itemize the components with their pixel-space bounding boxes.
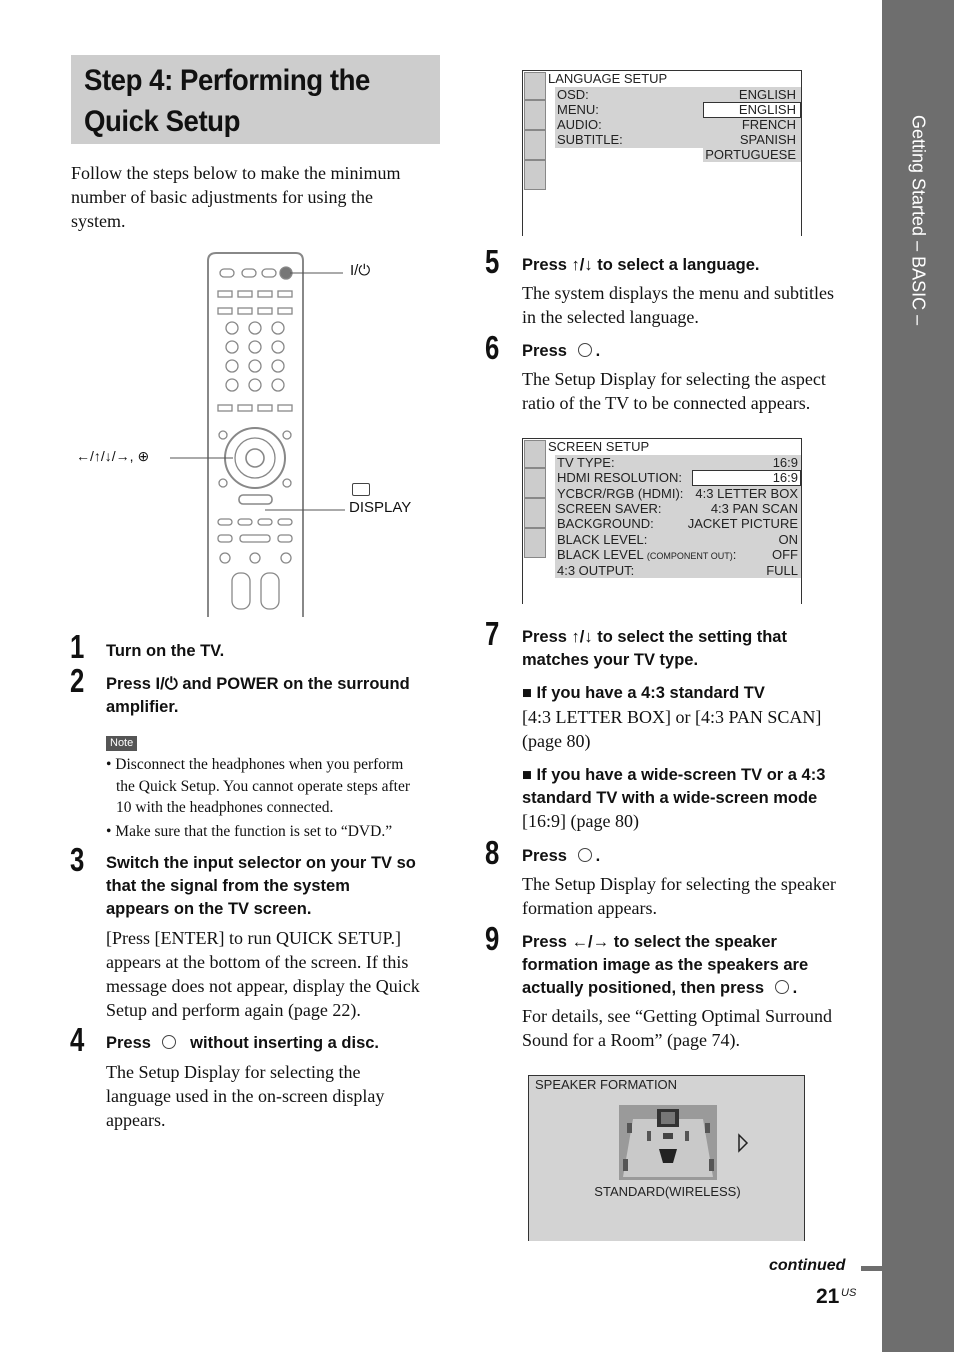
language-setup-icon-column xyxy=(524,72,546,190)
ycbcr-label: YCBCR/RGB (HDMI): xyxy=(557,486,684,501)
black-level-component-label-small: (COMPONENT OUT) xyxy=(646,551,733,561)
step-3-body-line: [Press [ENTER] to run QUICK SETUP.] xyxy=(106,928,401,948)
step-6-body-line: ratio of the TV to be connected appears. xyxy=(522,393,811,413)
hdmi-resolution-label: HDMI RESOLUTION: xyxy=(557,470,682,485)
audio-label: AUDIO: xyxy=(557,117,602,132)
language-setup-title: LANGUAGE SETUP xyxy=(548,71,668,86)
step-3-number: 3 xyxy=(70,841,85,878)
hdmi-resolution-value: 16:9 xyxy=(772,470,798,485)
black-level-component-label xyxy=(557,547,736,562)
speaker-formation-title: SPEAKER FORMATION xyxy=(535,1077,678,1092)
black-level-component-value: OFF xyxy=(772,547,798,562)
osd-value: ENGLISH xyxy=(738,87,796,102)
menu-label: MENU: xyxy=(557,102,599,117)
note-line: the Quick Setup. You cannot operate steps after xyxy=(116,777,411,795)
black-level-label: BLACK LEVEL: xyxy=(557,532,648,547)
step-2-heading xyxy=(106,673,446,719)
step-3-heading-line: appears on the TV screen. xyxy=(106,900,312,918)
display-callout-label: DISPLAY xyxy=(349,499,412,516)
step-4-heading-start: Press xyxy=(106,1034,151,1052)
screen-saver-label: SCREEN SAVER: xyxy=(557,501,662,516)
step-6-heading xyxy=(522,340,600,363)
speaker-formation-caption: STANDARD(WIRELESS) xyxy=(594,1184,741,1199)
subtitle-value: SPANISH xyxy=(739,132,796,147)
step-3-heading-line: that the signal from the system xyxy=(106,877,350,895)
tv-type-label: TV TYPE: xyxy=(557,455,615,470)
enter-icon xyxy=(162,1035,176,1049)
screen-setup-title: SCREEN SETUP xyxy=(548,439,650,454)
step-8-body xyxy=(522,872,867,920)
continued-bar xyxy=(861,1266,883,1271)
enter-icon xyxy=(775,980,789,994)
step-4-heading-end: without inserting a disc. xyxy=(190,1034,380,1052)
step-6-heading-start: Press xyxy=(522,342,567,360)
section-side-tab-label: Getting Started – BASIC – xyxy=(908,115,929,326)
enter-icon xyxy=(578,848,592,862)
black-level-component-label-end: : xyxy=(732,547,737,562)
step-9-body xyxy=(522,1004,867,1052)
step-8-body-line: The Setup Display for selecting the speaker xyxy=(522,874,836,894)
portuguese-option: PORTUGUESE xyxy=(705,147,796,162)
black-level-value: ON xyxy=(778,532,798,547)
note-bullet-1 xyxy=(106,754,446,819)
page-suffix: US xyxy=(841,1287,857,1299)
tv-type-value: 16:9 xyxy=(772,455,798,470)
power-callout-label: I/⏻ xyxy=(350,262,371,279)
step-4-body-line: appears. xyxy=(106,1110,166,1130)
note-badge: Note xyxy=(106,736,137,751)
step-3-body-line: message does not appear, display the Quick xyxy=(106,976,420,996)
arrows-callout-label: ←/↑/↓/→, ⊕ xyxy=(76,448,150,464)
step-7-sub1-body xyxy=(522,705,867,753)
step-5-heading: Press ↑/↓ to select a language. xyxy=(522,256,760,274)
step-4-body xyxy=(106,1060,451,1132)
step-5-body-line: in the selected language. xyxy=(522,307,699,327)
step-9-heading-line: actually positioned, then press xyxy=(522,979,765,997)
intro-line: system. xyxy=(71,211,126,231)
screen-saver-value: 4:3 PAN SCAN xyxy=(710,501,798,516)
step-7-sub2-heading xyxy=(522,764,867,810)
step-2-heading-line: Press I/⏻ and POWER on the surround xyxy=(106,675,410,693)
step-4-body-line: The Setup Display for selecting the xyxy=(106,1062,361,1082)
step-5-body-line: The system displays the menu and subtitles xyxy=(522,283,834,303)
step-4-body-line: language used in the on-screen display xyxy=(106,1086,385,1106)
step-4-heading xyxy=(106,1032,451,1055)
step-8-number: 8 xyxy=(485,834,500,871)
step-4-number: 4 xyxy=(70,1021,85,1058)
step-3-heading xyxy=(106,852,451,921)
step-9-heading xyxy=(522,931,867,1000)
step-6-heading-end: . xyxy=(595,342,601,360)
step-7-sub2-heading-line: ■ If you have a wide-screen TV or a 4:3 xyxy=(522,766,826,784)
output-43-label: 4:3 OUTPUT: xyxy=(557,563,635,578)
background-value: JACKET PICTURE xyxy=(687,516,798,531)
screen-setup-icon-column xyxy=(524,440,546,560)
step-2-heading-line: amplifier. xyxy=(106,698,179,716)
menu-value: ENGLISH xyxy=(738,102,796,117)
step-6-body xyxy=(522,367,867,415)
note-bullet-2: • Make sure that the function is set to “DVD.” xyxy=(106,823,393,840)
enter-icon xyxy=(578,343,592,357)
step-3-heading-line: Switch the input selector on your TV so xyxy=(106,854,416,872)
step-2-number: 2 xyxy=(70,662,85,699)
step-9-heading-line: formation image as the speakers are xyxy=(522,956,809,974)
step-1-number: 1 xyxy=(70,628,85,665)
subtitle-label: SUBTITLE: xyxy=(557,132,623,147)
step-9-number: 9 xyxy=(485,920,500,957)
step-9-body-line: Sound for a Room” (page 74). xyxy=(522,1030,740,1050)
step-7-heading xyxy=(522,626,867,672)
background-label: BACKGROUND: xyxy=(557,516,654,531)
output-43-value: FULL xyxy=(766,563,798,578)
step-7-sub2-heading-line: standard TV with a wide-screen mode xyxy=(522,789,818,807)
note-line: 10 with the headphones connected. xyxy=(116,799,334,816)
step-8-heading xyxy=(522,845,600,868)
step-7-sub1-line: [4:3 LETTER BOX] or [4:3 PAN SCAN] xyxy=(522,707,822,727)
step-3-body-line: Setup and perform again (page 22). xyxy=(106,1000,361,1020)
page-title-line-1: Step 4: Performing the xyxy=(84,64,370,97)
step-9-heading-end: . xyxy=(792,979,798,997)
step-9-body-line: For details, see “Getting Optimal Surround xyxy=(522,1006,832,1026)
step-5-body xyxy=(522,281,867,329)
page-number: 21 xyxy=(816,1285,840,1308)
step-8-body-line: formation appears. xyxy=(522,898,657,918)
display-icon xyxy=(352,483,370,496)
step-7-sub2-body: [16:9] (page 80) xyxy=(522,811,639,831)
step-7-heading-line: Press ↑/↓ to select the setting that xyxy=(522,628,787,646)
step-7-sub1-line: (page 80) xyxy=(522,731,591,751)
ycbcr-value: 4:3 LETTER BOX xyxy=(695,486,798,501)
step-5-number: 5 xyxy=(485,243,500,280)
step-6-body-line: The Setup Display for selecting the aspect xyxy=(522,369,826,389)
page-title xyxy=(84,60,434,142)
page-title-line-2: Quick Setup xyxy=(84,105,240,138)
step-7-number: 7 xyxy=(485,615,500,652)
note-line: • Disconnect the headphones when you perform xyxy=(106,756,404,773)
osd-label: OSD: xyxy=(557,87,589,102)
step-7-sub1-heading: ■ If you have a 4:3 standard TV xyxy=(522,684,765,702)
step-7-heading-line: matches your TV type. xyxy=(522,651,699,669)
black-level-component-label-main: BLACK LEVEL xyxy=(557,547,644,562)
remote-callout-lines xyxy=(160,262,360,522)
step-8-heading-start: Press xyxy=(522,847,567,865)
step-1-heading: Turn on the TV. xyxy=(106,642,225,660)
step-6-number: 6 xyxy=(485,329,500,366)
continued-label: continued xyxy=(769,1257,846,1274)
speaker-room-icon xyxy=(619,1105,717,1180)
step-8-heading-end: . xyxy=(595,847,601,865)
audio-value: FRENCH xyxy=(741,117,796,132)
step-3-body xyxy=(106,926,451,1022)
step-3-body-line: appears at the bottom of the screen. If this xyxy=(106,952,409,972)
step-9-heading-line: Press ←/→ to select the speaker xyxy=(522,933,777,951)
screen-setup-screen xyxy=(522,438,802,604)
intro-line: number of basic adjustments for using the xyxy=(71,187,373,207)
intro-line: Follow the steps below to make the minimum xyxy=(71,163,401,183)
right-arrow-icon xyxy=(737,1133,749,1153)
intro-paragraph xyxy=(71,161,451,233)
language-setup-screen xyxy=(522,70,802,236)
speaker-formation-screen xyxy=(528,1075,805,1241)
